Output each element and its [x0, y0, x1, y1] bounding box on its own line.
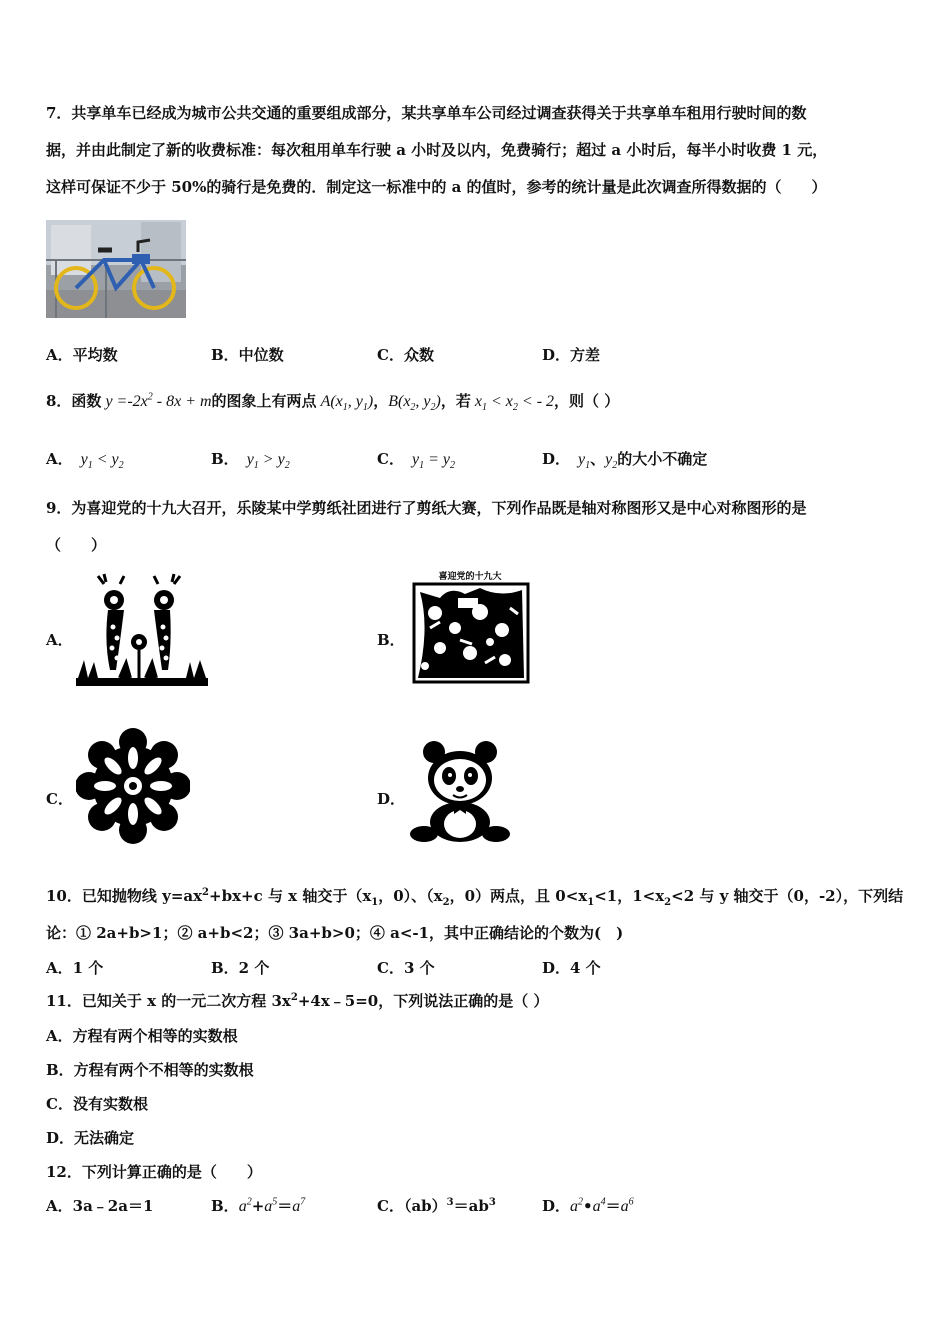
- q9-image-deer-papercut: [76, 572, 208, 686]
- q9-line2: （ ）: [46, 536, 107, 554]
- q7-option-d: D．方差: [542, 346, 601, 364]
- q12-option-d: D．$a^2•a^4=a^6$: [542, 1196, 634, 1215]
- bicycle-photo: [46, 220, 186, 318]
- q9-image-panda-papercut: [410, 740, 510, 844]
- q8-comma: ，: [373, 392, 389, 410]
- q12-option-a: A．3a﹣2a＝1: [46, 1197, 154, 1215]
- q9-line1: 9．为喜迎党的十九大召开，乐陵某中学剪纸社团进行了剪纸大赛，下列作品既是轴对称图形又是中心对称图形的是: [46, 499, 807, 517]
- q9-image-crowd-papercut: [410, 568, 532, 686]
- q7-line2: 据，并由此制定了新的收费标准：每次租用单车行驶 a 小时及以内，免费骑行；超过 a 小时后，每半小时收费 1 元，: [46, 141, 828, 159]
- q10-option-a: A．1 个: [46, 959, 104, 977]
- q9-option-c: C．: [46, 790, 73, 808]
- q12-option-c: C．$(ab)^3=ab^3$: [377, 1197, 496, 1215]
- q8-function: $y =-2x^2 - 8x + m$: [101, 391, 212, 410]
- q9-option-b: B．: [377, 631, 405, 649]
- q11-option-d: D．无法确定: [46, 1129, 135, 1147]
- q8-point-b: $B(x_2$, $y_2$): [388, 393, 441, 414]
- q8-option-b: B． $y_1 > y_2$: [211, 450, 290, 472]
- q9-image-b-caption: 喜迎党的十九大: [438, 572, 502, 582]
- q7-line3: 这样可保证不少于 50%的骑行是免费的．制定这一标准中的 a 的值时，参考的统计量是此次调查所得数据的（ ）: [46, 178, 827, 196]
- q8-option-a: A． $y_1 < y_2$: [46, 450, 124, 472]
- q9-option-d: D．: [377, 790, 406, 808]
- q8-if: ，若: [440, 392, 471, 410]
- q11-line1: 11．已知关于 x 的一元二次方程 $3x^2+4x﹣5=0$，下列说法正确的是（ ）: [46, 992, 549, 1010]
- q10-option-d: D．4 个: [542, 959, 601, 977]
- q12-line1: 12．下列计算正确的是（ ）: [46, 1163, 262, 1181]
- q7-option-a: A．平均数: [46, 346, 118, 364]
- q9-image-flower-papercut: [76, 726, 190, 846]
- q10-option-c: C．3 个: [377, 959, 435, 977]
- q10-option-b: B．2 个: [211, 959, 270, 977]
- q8-mid: 的图象上有两点: [211, 392, 317, 410]
- q8-line: [46, 390, 619, 413]
- q7-line1: 7．共享单车已经成为城市公共交通的重要组成部分，某共享单车公司经过调查获得关于共享单车租用行驶时间的数: [46, 104, 807, 122]
- q10-line1: 10．已知抛物线 $y=ax^2+bx+c$ 与 x 轴交于（$x_1$，0）、（$x_2$，0）两点，且 $0<x_1<1$，$1<x_2<2$ 与 y 轴交于（0，-2），下列结: [46, 887, 904, 908]
- q8-condition: $x_1 < x_2$ < - 2: [470, 393, 555, 414]
- q10-line2: 论：① 2a+b>1；② a+b<2；③ 3a+b>0；④ a<-1，其中正确结论的个数为( ): [46, 924, 624, 942]
- q7-option-c: C．众数: [377, 346, 434, 364]
- q9-option-a: A．: [46, 631, 73, 649]
- q8-option-c: C． $y_1 = y_2$: [377, 450, 455, 472]
- q8-prefix: 8．函数: [46, 392, 102, 410]
- q11-option-b: B．方程有两个不相等的实数根: [46, 1061, 254, 1079]
- q11-option-a: A．方程有两个相等的实数根: [46, 1027, 238, 1045]
- q8-then: ，则（ ）: [554, 392, 620, 410]
- q12-option-b: B．$a^2+a^5=a^7$: [211, 1196, 306, 1215]
- q7-option-b: B．中位数: [211, 346, 284, 364]
- q8-point-a: $A(x_1$, $y_1$): [316, 393, 374, 414]
- q8-option-d: D． $y_1$、$y_2$的大小不确定: [542, 450, 708, 472]
- q11-option-c: C．没有实数根: [46, 1095, 148, 1113]
